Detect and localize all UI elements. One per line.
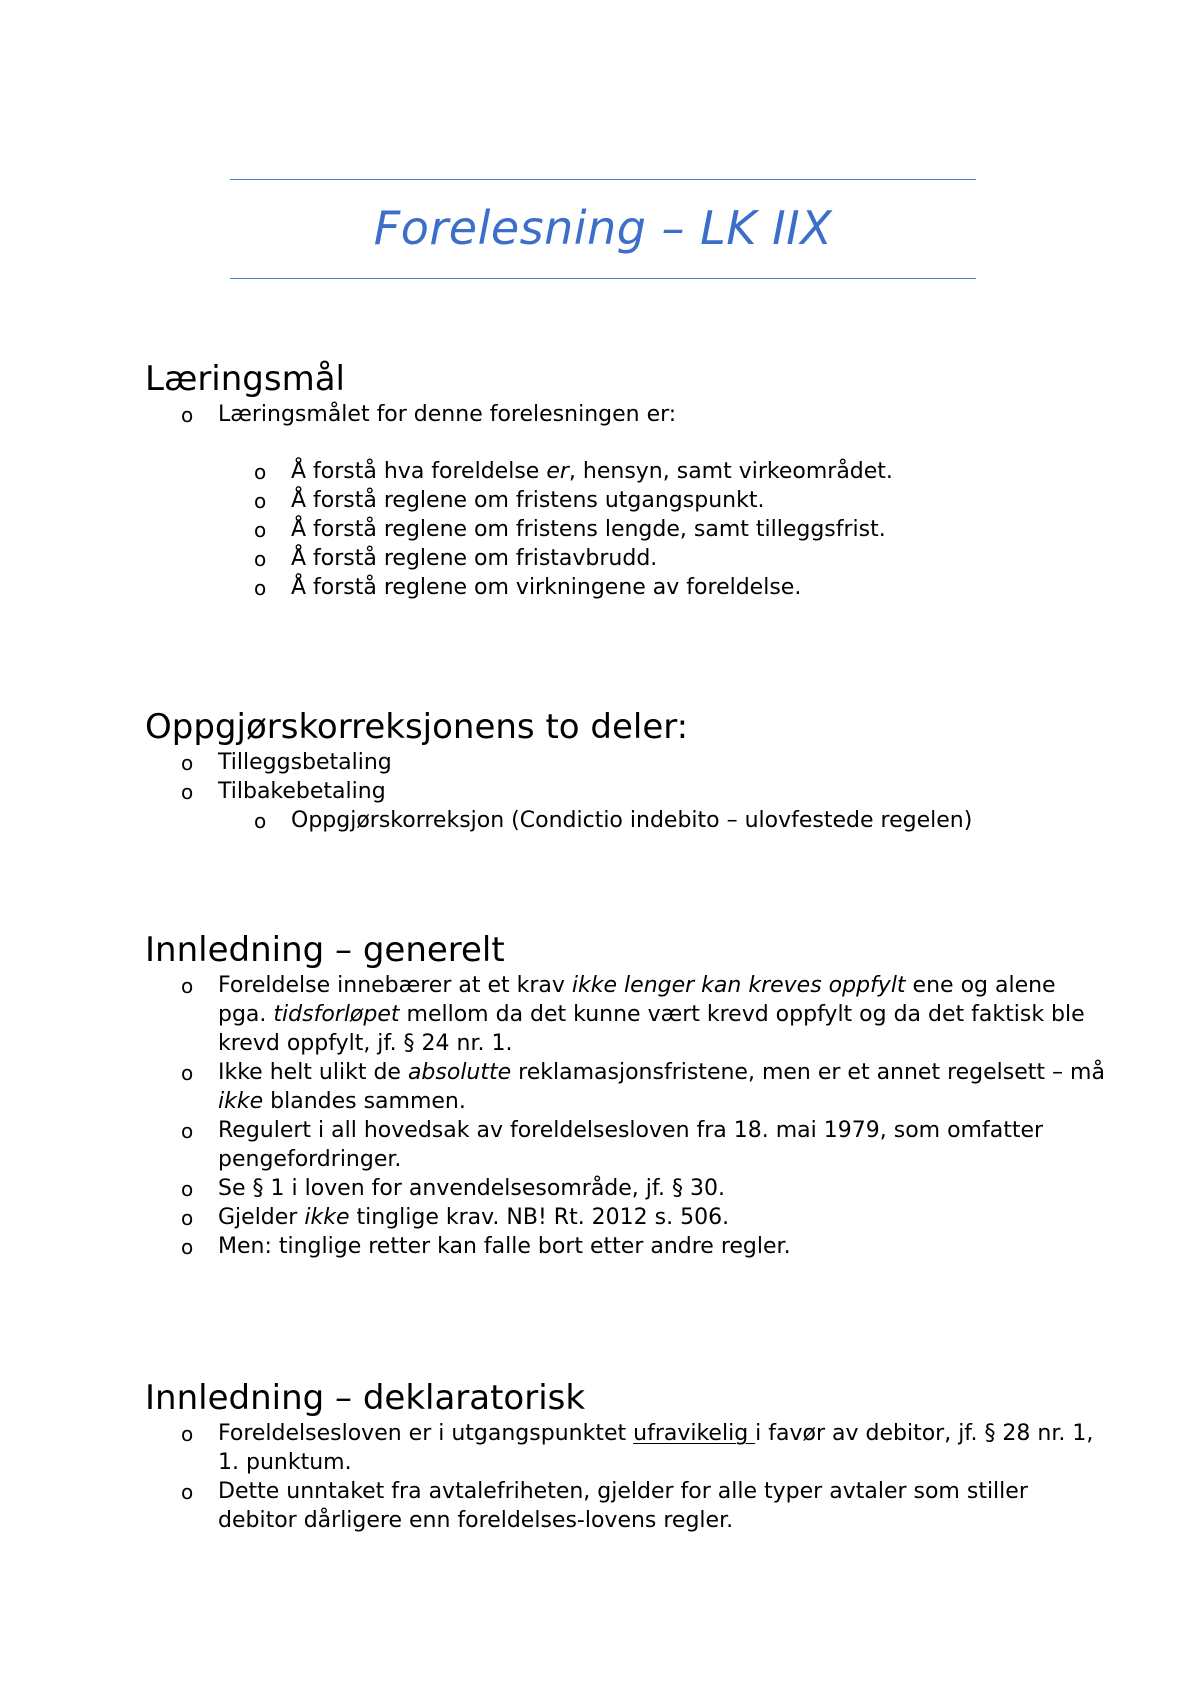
- bullet-icon: o: [254, 460, 267, 484]
- list-item-text: Se § 1 i loven for anvendelsesområde, jf. § 30.: [218, 1176, 726, 1201]
- list-item-text: i favør av debitor, jf. § 28 nr. 1, 1. punktum.: [218, 1421, 1094, 1475]
- list-item: [145, 573, 1105, 602]
- bullet-icon: o: [181, 1119, 194, 1143]
- bullet-icon: o: [254, 576, 267, 600]
- list-item: [145, 1232, 1105, 1261]
- bullet-icon: o: [181, 751, 194, 775]
- list-spacer: [145, 429, 1105, 457]
- bullet-list: [145, 971, 1105, 1261]
- list-item-text: Regulert i all hovedsak av foreldelsesloven fra 18. mai 1979, som omfatter pengefordringer.: [218, 1118, 1044, 1172]
- bullet-icon: o: [254, 809, 267, 833]
- list-item-text: Å forstå reglene om virkningene av foreldelse.: [291, 575, 802, 600]
- list-item: [145, 748, 1105, 777]
- bullet-list: [145, 1419, 1105, 1535]
- list-item-text: mellom da det kunne vært krevd oppfylt og da det faktisk ble krevd oppfylt, jf. § 24 nr. 1.: [218, 1002, 1085, 1056]
- bullet-icon: o: [181, 403, 194, 427]
- list-item: [145, 1116, 1105, 1174]
- list-item-text: Læringsmålet for denne forelesningen er:: [218, 402, 677, 427]
- emphasis-text: ikke: [218, 1089, 264, 1114]
- bullet-icon: o: [181, 1061, 194, 1085]
- bullet-list: [145, 748, 1105, 835]
- bullet-icon: o: [254, 518, 267, 542]
- list-item-text: , hensyn, samt virkeområdet.: [568, 459, 893, 484]
- list-item: [145, 457, 1105, 486]
- title-top-rule: [230, 179, 976, 180]
- list-item: [145, 486, 1105, 515]
- title-bottom-rule: [230, 278, 976, 279]
- list-item-text: Men: tinglige retter kan falle bort etter andre regler.: [218, 1234, 791, 1259]
- section-heading: Innledning – generelt: [145, 930, 505, 970]
- list-item: [145, 777, 1105, 806]
- list-item-text: Foreldelsesloven er i utgangspunktet: [218, 1421, 634, 1446]
- list-item-text: Oppgjørskorreksjon (Condictio indebito – ulovfestede regelen): [291, 808, 973, 833]
- list-item-text: Å forstå reglene om fristavbrudd.: [291, 546, 658, 571]
- emphasis-text: ikke lenger kan kreves oppfylt: [571, 973, 906, 998]
- list-item-text: Tilbakebetaling: [218, 779, 386, 804]
- bullet-icon: o: [181, 1422, 194, 1446]
- list-item-text: blandes sammen.: [263, 1089, 466, 1114]
- emphasis-text: er: [546, 459, 569, 484]
- bullet-icon: o: [181, 1206, 194, 1230]
- list-item-text: reklamasjonsfristene, men er et annet regelsett – må: [511, 1060, 1105, 1085]
- bullet-icon: o: [181, 974, 194, 998]
- emphasis-text: absolutte: [407, 1060, 512, 1085]
- bullet-icon: o: [181, 1177, 194, 1201]
- page-title: Forelesning – LK IIX: [373, 201, 833, 255]
- list-item: [145, 1058, 1105, 1116]
- list-item: [145, 806, 1105, 835]
- list-item: [145, 1477, 1105, 1535]
- list-item-text: tinglige krav. NB! Rt. 2012 s. 506.: [349, 1205, 730, 1230]
- section-settlement-correction: [145, 706, 1105, 835]
- list-item: [145, 1203, 1105, 1232]
- list-item-text: Foreldelse innebærer at et krav: [218, 973, 572, 998]
- list-item: [145, 971, 1105, 1058]
- emphasis-text: ikke: [304, 1205, 350, 1230]
- underlined-text: ufravikelig: [633, 1421, 756, 1446]
- bullet-icon: o: [181, 1480, 194, 1504]
- list-item-text: ene og alene pga.: [218, 973, 1056, 1027]
- list-item: [145, 1174, 1105, 1203]
- bullet-icon: o: [254, 489, 267, 513]
- section-learning-goals: [145, 358, 1105, 602]
- section-heading: Oppgjørskorreksjonens to deler:: [145, 707, 689, 747]
- section-heading: Innledning – deklaratorisk: [145, 1378, 586, 1418]
- list-item-text: Gjelder: [218, 1205, 305, 1230]
- bullet-list: [145, 400, 1105, 602]
- list-item: [145, 1419, 1105, 1477]
- list-item-text: Å forstå reglene om fristens utgangspunkt.: [291, 488, 765, 513]
- list-item-text: Tilleggsbetaling: [218, 750, 392, 775]
- list-item-text: Ikke helt ulikt de: [218, 1060, 408, 1085]
- list-item: [145, 544, 1105, 573]
- list-item: [145, 515, 1105, 544]
- emphasis-text: tidsforløpet: [273, 1002, 400, 1027]
- section-introduction-declaratory: [145, 1377, 1105, 1535]
- section-introduction-general: [145, 929, 1105, 1261]
- list-item: [145, 400, 1105, 429]
- bullet-icon: o: [181, 780, 194, 804]
- bullet-icon: o: [181, 1235, 194, 1259]
- list-item-text: Å forstå hva foreldelse: [291, 459, 547, 484]
- list-item-text: Dette unntaket fra avtalefriheten, gjelder for alle typer avtaler som stiller debitor dårligere enn foreldelses-lovens regler.: [218, 1479, 1028, 1533]
- bullet-icon: o: [254, 547, 267, 571]
- list-item-text: Å forstå reglene om fristens lengde, samt tilleggsfrist.: [291, 517, 886, 542]
- section-heading: Læringsmål: [145, 359, 345, 399]
